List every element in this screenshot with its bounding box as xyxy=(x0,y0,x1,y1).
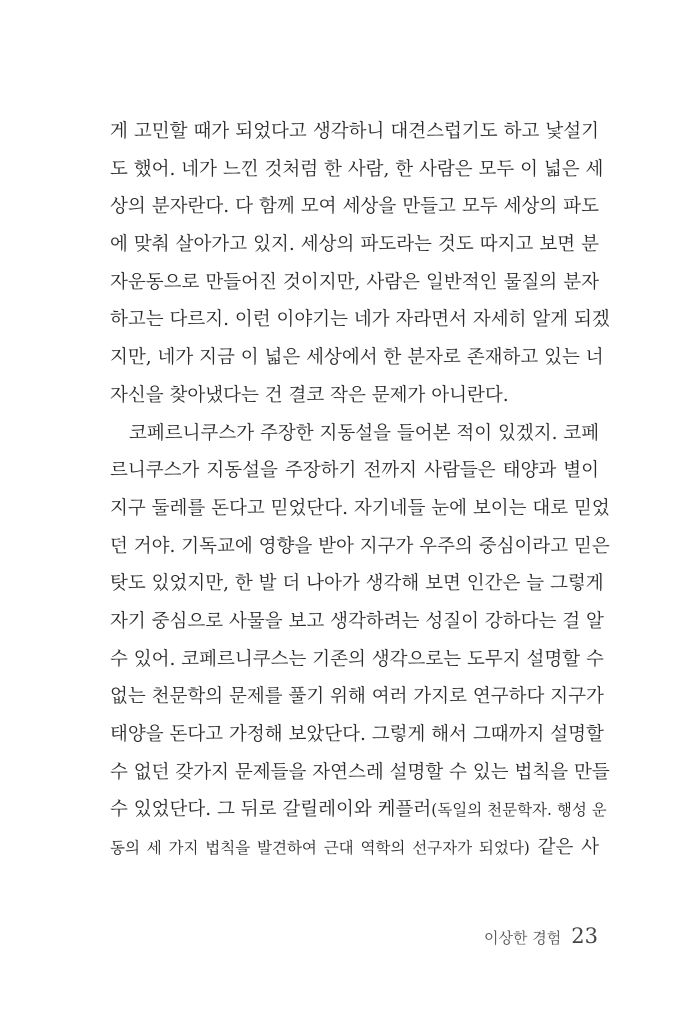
text-main: 수 있었단다. 그 뒤로 갈릴레이와 케플러 xyxy=(110,799,432,821)
page-footer xyxy=(484,924,598,948)
text-line: 지구 둘레를 돈다고 믿었단다. 자기네들 눈에 보이는 대로 믿었 xyxy=(110,497,610,519)
text-line: 수 있어. 코페르니쿠스는 기존의 생각으로는 도무지 설명할 수 xyxy=(110,648,604,670)
text-line xyxy=(110,791,607,829)
text-line: 태양을 돈다고 가정해 보았단다. 그렇게 해서 그때까지 설명할 xyxy=(110,724,604,745)
running-title: 이상한 경험 xyxy=(484,929,562,947)
text-line: 던 거야. 기독교에 영향을 받아 지구가 우주의 중심이라고 믿은 xyxy=(110,535,610,557)
text-line: 르니쿠스가 지동설을 주장하기 전까지 사람들은 태양과 별이 xyxy=(110,460,599,482)
text-line: 게 고민할 때가 되었다고 생각하니 대견스럽기도 하고 낯설기 xyxy=(110,121,599,142)
text-line: 도 했어. 네가 느낀 것처럼 한 사람, 한 사람은 모두 이 넓은 세 xyxy=(110,158,604,180)
text-line: 없는 천문학의 문제를 풀기 위해 여러 가지로 연구하다 지구가 xyxy=(110,686,604,708)
text-line: 코페르니쿠스가 주장한 지동설을 들어본 적이 있겠지. 코페 xyxy=(129,422,600,444)
text-line xyxy=(110,829,599,867)
body-text xyxy=(110,113,610,867)
text-line: 에 맞춰 살아가고 있지. 세상의 파도라는 것도 따지고 보면 분 xyxy=(110,234,599,256)
text-line: 수 없던 갖가지 문제들을 자연스레 설명할 수 있는 법칙을 만들 xyxy=(110,761,610,783)
text-line: 자신을 찾아냈다는 건 결코 작은 문제가 아니란다. xyxy=(110,384,509,406)
text-line: 탓도 있었지만, 한 발 더 나아가 생각해 보면 인간은 늘 그렇게 xyxy=(110,573,604,595)
text-line: 상의 분자란다. 다 함께 모여 세상을 만들고 모두 세상의 파도 xyxy=(110,196,599,218)
text-line: 자운동으로 만들어진 것이지만, 사람은 일반적인 물질의 분자 xyxy=(110,271,599,293)
text-line: 하고는 다르지. 이런 이야기는 네가 자라면서 자세히 알게 되겠 xyxy=(110,309,610,331)
footnote-inline: 동의 세 가지 법칙을 발견하여 근대 역학의 선구자가 되었다) xyxy=(110,839,530,858)
text-line: 자기 중심으로 사물을 보고 생각하려는 성질이 강하다는 걸 알 xyxy=(110,610,604,632)
footnote-inline: (독일의 천문학자. 행성 운 xyxy=(431,801,607,820)
page-number: 23 xyxy=(571,924,598,948)
text-main: 같은 사 xyxy=(529,837,599,859)
text-line: 지만, 네가 지금 이 넓은 세상에서 한 분자로 존재하고 있는 너 xyxy=(110,347,604,369)
